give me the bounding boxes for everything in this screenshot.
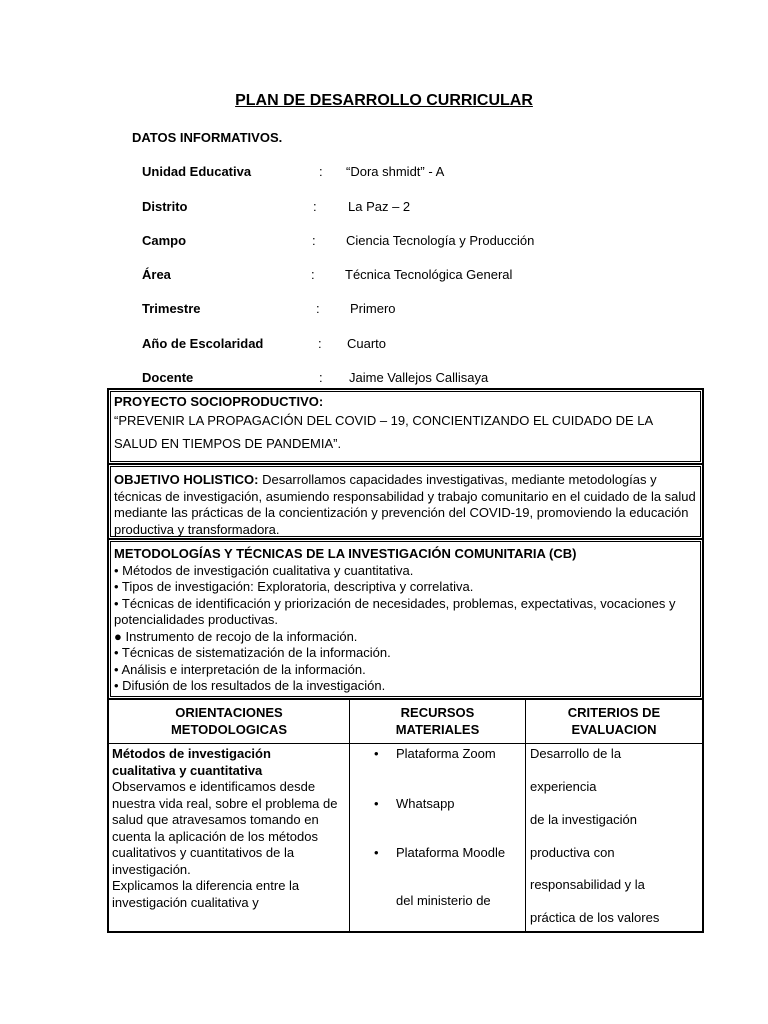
header-criterios [526, 705, 702, 738]
criteria-line: experiencia [530, 779, 597, 794]
document-title: PLAN DE DESARROLLO CURRICULAR [235, 92, 533, 109]
proyecto-line1: “PREVENIR LA PROPAGACIÓN DEL COVID – 19, CONCIENTIZANDO EL CUIDADO DE LA [114, 413, 654, 428]
info-label: Área [142, 267, 171, 282]
proyecto-inner [110, 391, 701, 462]
list-item: ● Instrumento de recojo de la información. [114, 628, 358, 644]
info-separator: : [313, 199, 317, 214]
info-label: Año de Escolaridad [142, 336, 264, 351]
info-separator: : [316, 301, 320, 316]
info-separator: : [312, 233, 316, 248]
orientaciones-para1: Observamos e identificamos desde nuestra vida real, sobre el problema de salud que atravesamos tomando en cuenta la aplicación de los métodos cualitativos y cuantitativos de la investigación. [112, 779, 338, 877]
section-heading: DATOS INFORMATIVOS. [132, 130, 283, 145]
info-separator: : [311, 267, 315, 282]
proyecto-box [107, 388, 704, 465]
proyecto-heading: PROYECTO SOCIOPRODUCTIVO: [114, 394, 324, 409]
objetivo-box [107, 463, 704, 540]
info-label: Campo [142, 233, 187, 248]
resource-item [374, 845, 505, 860]
info-label: Docente [142, 370, 194, 385]
objetivo-heading: OBJETIVO HOLISTICO: [114, 472, 259, 487]
info-value: Técnica Tecnológica General [345, 267, 513, 282]
info-value: Jaime Vallejos Callisaya [349, 370, 489, 385]
criteria-line: de la investigación [530, 812, 637, 827]
criteria-line: Desarrollo de la [530, 746, 622, 761]
header-line: EVALUACION [571, 721, 657, 737]
criteria-line: responsabilidad y la [530, 877, 645, 892]
header-line: RECURSOS [400, 705, 475, 720]
info-value: La Paz – 2 [348, 199, 411, 214]
header-line: CRITERIOS DE [567, 705, 661, 720]
list-item: • Técnicas de identificación y priorización de necesidades, problemas, expectativas, vocaciones y potencialidades productivas. [114, 595, 676, 627]
info-label: Trimestre [142, 301, 201, 316]
bullet-icon: • [374, 746, 379, 761]
orientaciones-cell [112, 746, 344, 911]
header-line: ORIENTACIONES [175, 705, 283, 720]
info-separator: : [318, 336, 322, 351]
info-separator: : [319, 164, 323, 179]
resource-continuation: del ministerio de [396, 893, 491, 908]
criteria-line: práctica de los valores [530, 910, 660, 925]
info-value: “Dora shmidt” - A [346, 164, 445, 179]
resource-label: Plataforma Zoom [396, 746, 496, 761]
info-value: Ciencia Tecnología y Producción [346, 233, 535, 248]
bullet-icon: • [374, 845, 379, 860]
list-item: • Métodos de investigación cualitativa y cuantitativa. [114, 562, 414, 578]
list-item: • Difusión de los resultados de la investigación. [114, 678, 386, 693]
info-label: Unidad Educativa [142, 164, 252, 179]
metodologias-heading: METODOLOGÍAS Y TÉCNICAS DE LA INVESTIGACIÓN COMUNITARIA (CB) [114, 546, 577, 561]
list-item: • Tipos de investigación: Exploratoria, descriptiva y correlativa. [114, 579, 474, 594]
orientaciones-heading: Métodos de investigación cualitativa y cuantitativa [112, 746, 271, 778]
orientaciones-para2: Explicamos la diferencia entre la investigación cualitativa y [112, 878, 300, 910]
objetivo-inner [110, 466, 701, 537]
info-value: Cuarto [347, 336, 387, 351]
info-label: Distrito [142, 199, 188, 214]
header-orientaciones [109, 705, 349, 738]
list-item: • Técnicas de sistematización de la información. [114, 645, 391, 660]
resource-item [374, 796, 455, 811]
header-line: METODOLOGICAS [170, 721, 288, 737]
info-value: Primero [350, 301, 396, 316]
bullet-icon: • [374, 796, 379, 811]
resource-item [374, 746, 496, 761]
criteria-line: productiva con [530, 845, 615, 860]
info-separator: : [319, 370, 323, 385]
resource-label: Plataforma Moodle [396, 845, 506, 860]
metodologias-inner [110, 541, 701, 697]
metodologias-list [114, 563, 696, 695]
table-divider [109, 743, 702, 744]
proyecto-line2: SALUD EN TIEMPOS DE PANDEMIA”. [114, 436, 342, 451]
resource-label: Whatsapp [396, 796, 455, 811]
metodologias-box [107, 538, 704, 700]
list-item: • Análisis e interpretación de la información. [114, 661, 366, 677]
header-line: MATERIALES [395, 721, 480, 737]
header-recursos [350, 705, 525, 738]
objetivo-text: Desarrollamos capacidades investigativas, mediante metodologías y técnicas de investigación, asumiendo responsabilidad y trabajo comunitario en el cuidado de la salud mediante las prácticas de la concientización y prevención del COVID-19, promoviendo la educación productiva y transformadora. [114, 472, 696, 537]
